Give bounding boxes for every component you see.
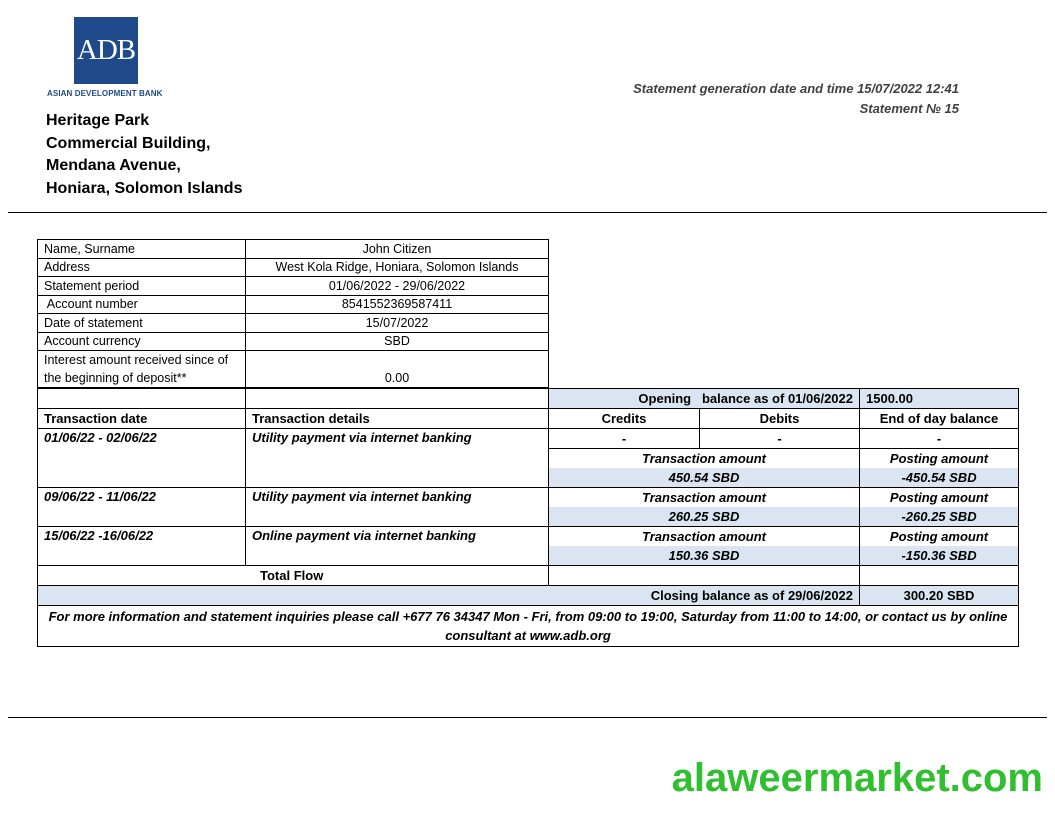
address-line: Mendana Avenue, (46, 157, 181, 175)
interest-label: Interest amount received since of the beginning of deposit** (38, 351, 246, 388)
adb-logo (74, 17, 138, 84)
info-label: Account currency (38, 332, 246, 351)
logo-mark: ADB (76, 34, 136, 66)
header-credits: Credits (549, 409, 700, 429)
info-row (38, 314, 549, 333)
posting-amount: -450.54 SBD (860, 468, 1019, 488)
statement-meta (633, 79, 959, 119)
opening-balance-value: 1500.00 (860, 389, 1019, 409)
generation-date: Statement generation date and time 15/07/2022 12:41 (633, 81, 959, 96)
header-date: Transaction date (38, 409, 246, 429)
transaction-date: 15/06/22 -16/06/22 (38, 527, 246, 566)
blank-cell (246, 389, 549, 409)
footer-contact-info: For more information and statement inquiries please call +677 76 34347 Mon - Fri, from 09:00 to 19:00, Saturday from 11:00 to 14:00, or contact us by online consultant at www.adb.org (38, 606, 1019, 647)
debit-value: - (700, 429, 860, 449)
info-row (38, 258, 549, 277)
info-row (38, 332, 549, 351)
transaction-details: Online payment via internet banking (246, 527, 549, 566)
blank-cell (38, 389, 246, 409)
blank-cell (860, 566, 1019, 586)
credit-value: - (549, 429, 700, 449)
closing-balance-label: Closing balance as of 29/06/2022 (38, 586, 860, 606)
info-value: West Kola Ridge, Honiara, Solomon Islands (246, 258, 549, 277)
info-value: 01/06/2022 - 29/06/2022 (246, 277, 549, 296)
transaction-details: Utility payment via internet banking (246, 429, 549, 488)
info-label: Account number (38, 295, 246, 314)
transaction-amount-label: Transaction amount (549, 488, 860, 508)
transaction-amount-label: Transaction amount (549, 527, 860, 547)
account-info-table (37, 239, 549, 388)
posting-amount-label: Posting amount (860, 449, 1019, 469)
posting-amount-label: Posting amount (860, 527, 1019, 547)
info-value: 15/07/2022 (246, 314, 549, 333)
transaction-amount-label: Transaction amount (549, 449, 860, 469)
watermark-text: alaweermarket.com (671, 756, 1043, 800)
header-details: Transaction details (246, 409, 549, 429)
total-flow-label: Total Flow (38, 566, 549, 586)
info-label: Statement period (38, 277, 246, 296)
info-label: Date of statement (38, 314, 246, 333)
posting-amount: -260.25 SBD (860, 507, 1019, 527)
info-value: John Citizen (246, 240, 549, 259)
transaction-details: Utility payment via internet banking (246, 488, 549, 527)
table-row (38, 527, 1019, 547)
address-line: Honiara, Solomon Islands (46, 179, 243, 197)
divider-bottom (8, 717, 1047, 718)
info-value: SBD (246, 332, 549, 351)
transactions-table (37, 388, 1019, 647)
posting-amount: -150.36 SBD (860, 546, 1019, 566)
transaction-date: 09/06/22 - 11/06/22 (38, 488, 246, 527)
logo-subtitle: ASIAN DEVELOPMENT BANK (47, 89, 163, 98)
statement-number: Statement № 15 (859, 101, 959, 116)
opening-balance-label: Opening balance as of 01/06/2022 (549, 389, 860, 409)
posting-amount-label: Posting amount (860, 488, 1019, 508)
address-line: Commercial Building, (46, 134, 211, 152)
interest-value: 0.00 (246, 351, 549, 388)
info-row (38, 277, 549, 296)
header-debits: Debits (700, 409, 860, 429)
eod-value: - (860, 429, 1019, 449)
transaction-amount: 150.36 SBD (549, 546, 860, 566)
header-eod-balance: End of day balance (860, 409, 1019, 429)
info-value: 8541552369587411 (246, 295, 549, 314)
info-label: Address (38, 258, 246, 277)
closing-balance-value: 300.20 SBD (860, 586, 1019, 606)
info-label: Name, Surname (38, 240, 246, 259)
divider-top (8, 212, 1047, 213)
info-row (38, 351, 549, 388)
transaction-date: 01/06/22 - 02/06/22 (38, 429, 246, 488)
address-line: Heritage Park (46, 112, 150, 129)
table-row (38, 488, 1019, 508)
bank-address (46, 110, 242, 200)
transaction-amount: 260.25 SBD (549, 507, 860, 527)
info-row (38, 240, 549, 259)
table-row (38, 429, 1019, 449)
transaction-amount: 450.54 SBD (549, 468, 860, 488)
blank-cell (549, 566, 860, 586)
info-row (38, 295, 549, 314)
